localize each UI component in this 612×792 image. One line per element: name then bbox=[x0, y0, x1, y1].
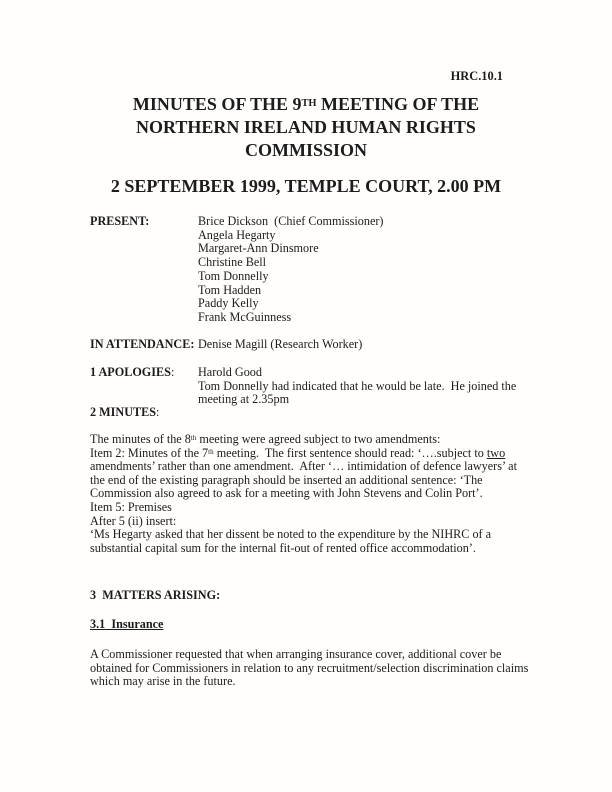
minutes-heading bbox=[90, 406, 159, 420]
apologies-heading-label: 1 APOLOGIES bbox=[90, 365, 171, 379]
document-title: MINUTES OF THE 9TH MEETING OF THE NORTHERN IRELAND HUMAN RIGHTS COMMISSION bbox=[132, 94, 480, 160]
present-section bbox=[90, 215, 535, 325]
attendee-name: Tom Hadden bbox=[198, 282, 262, 297]
attendee-name: Angela Hegarty bbox=[198, 227, 276, 242]
minutes-heading-label: 2 MINUTES bbox=[90, 405, 157, 419]
doc-reference: HRC.10.1 bbox=[450, 69, 503, 83]
apologies-line: meeting at 2.35pm bbox=[198, 392, 290, 407]
minutes-amendments-paragraph: The minutes of the 8th meeting were agreed subject to two amendments: Item 2: Minutes of the 7th meeting. The first sentence should read: ‘….subject to two amendments’ rather than one amendment. After ‘… intimidation of defence lawyers’ at the end of the existing paragraph should be inserted an additional sentence: ‘The Commission also agreed to ask for a meeting with John Stevens and Colin Port’. Item 5: Premises After 5 (ii) insert: ‘Ms Hegarty asked that her dissent be noted to the expenditure by the NIHRC of a substantial capital sum for the internal fit-out of rented office accommodation’. bbox=[90, 432, 517, 555]
meeting-date-line: 2 SEPTEMBER 1999, TEMPLE COURT, 2.00 PM bbox=[110, 176, 502, 196]
in-attendance-label: IN ATTENDANCE: bbox=[90, 337, 195, 351]
attendee-name: Frank McGuinness bbox=[198, 309, 292, 324]
apologies-heading-colon: : bbox=[170, 365, 175, 379]
apologies-line: Tom Donnelly had indicated that he would be late. He joined the bbox=[198, 378, 517, 393]
in-attendance-section bbox=[90, 338, 535, 352]
attendee-name: Margaret-Ann Dinsmore bbox=[198, 241, 319, 256]
insurance-paragraph: A Commissioner requested that when arranging insurance cover, additional cover be obtained for Commissioners in relation to any recruitment/selection discrimination claims which may arise in the future. bbox=[90, 647, 529, 689]
apologies-line: Harold Good bbox=[198, 365, 262, 379]
in-attendance-value: Denise Magill (Research Worker) bbox=[198, 337, 363, 351]
attendee-name: Brice Dickson (Chief Commissioner) bbox=[198, 214, 384, 228]
attendee-name: Paddy Kelly bbox=[198, 296, 259, 311]
present-label: PRESENT: bbox=[90, 214, 150, 228]
apologies-section bbox=[90, 366, 535, 407]
apologies-heading bbox=[90, 366, 198, 380]
apologies-content bbox=[198, 366, 535, 407]
attendee-name: Tom Donnelly bbox=[198, 268, 269, 283]
minutes-heading-colon: : bbox=[156, 405, 160, 419]
attendee-name: Christine Bell bbox=[198, 255, 267, 270]
matters-arising-heading: 3 MATTERS ARISING: bbox=[90, 588, 221, 602]
insurance-heading: 3.1 Insurance bbox=[90, 617, 164, 631]
present-attendee-list bbox=[198, 215, 535, 325]
